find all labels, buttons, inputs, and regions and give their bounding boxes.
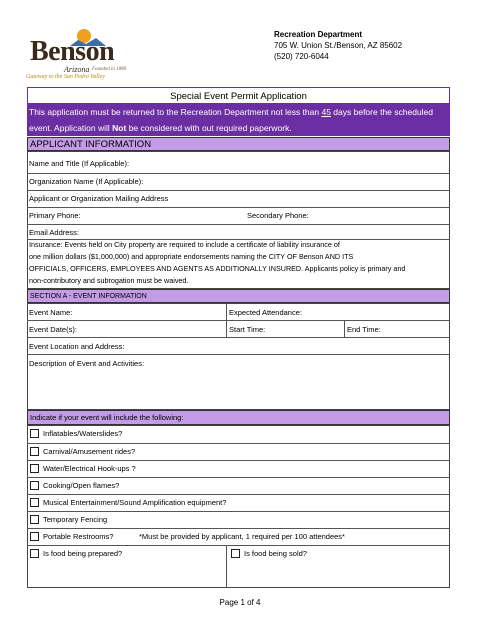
hookups-checkbox[interactable]	[30, 464, 39, 473]
event-name-field[interactable]: Event Name:	[29, 308, 73, 317]
organization-name-field[interactable]: Organization Name (If Applicable):	[29, 177, 144, 186]
restrooms-checkbox[interactable]	[30, 532, 39, 541]
food-prepared-checkbox[interactable]	[30, 549, 39, 558]
page-number: Page 1 of 4	[219, 598, 261, 607]
hookups-label: Water/Electrical Hook-ups ?	[43, 464, 136, 473]
notice-text-1: This application must be returned to the Recreation Department not less than	[29, 107, 322, 117]
notice-text-4: be considered with out required paperwork.	[126, 123, 292, 133]
secondary-phone-field[interactable]: Secondary Phone:	[247, 211, 309, 220]
insurance-line: non-contributory and subrogation must be waived.	[29, 276, 189, 285]
music-checkbox[interactable]	[30, 498, 39, 507]
expected-attendance-field[interactable]: Expected Attendance:	[229, 308, 302, 317]
section-a-header: SECTION A - EVENT INFORMATION	[27, 289, 450, 303]
inflatables-label: Inflatables/Waterslides?	[43, 429, 123, 438]
submission-notice	[27, 104, 450, 136]
cooking-checkbox[interactable]	[30, 481, 39, 490]
logo-state: Arizona	[64, 65, 90, 74]
insurance-line: Insurance: Events held on City property are required to include a certificate of liability insurance of	[29, 240, 340, 249]
carnival-label: Carnival/Amusement rides?	[43, 447, 136, 456]
food-sold-label: Is food being sold?	[244, 549, 307, 558]
applicant-information-header: APPLICANT INFORMATION	[27, 137, 450, 151]
phone-number: (520) 720-6044	[274, 52, 329, 61]
primary-phone-field[interactable]: Primary Phone:	[29, 211, 81, 220]
carnival-checkbox[interactable]	[30, 447, 39, 456]
mailing-address-field[interactable]: Applicant or Organization Mailing Address	[29, 194, 169, 203]
cooking-label: Cooking/Open flames?	[43, 481, 120, 490]
street-address: 705 W. Union St./Benson, AZ 85602	[274, 41, 403, 50]
notice-not: Not	[112, 123, 127, 133]
insurance-notice	[27, 239, 450, 287]
music-label: Musical Entertainment/Sound Amplification equipment?	[43, 498, 227, 507]
logo-tagline: Gateway to the San Pedro Valley	[26, 74, 105, 80]
event-location-field[interactable]: Event Location and Address:	[29, 342, 125, 351]
food-sold-checkbox[interactable]	[231, 549, 240, 558]
notice-text-3: event. Application will	[29, 123, 113, 133]
event-description-field[interactable]: Description of Event and Activities:	[29, 359, 145, 368]
inflatables-checkbox[interactable]	[30, 429, 39, 438]
event-dates-field[interactable]: Event Date(s):	[29, 325, 77, 334]
fencing-checkbox[interactable]	[30, 515, 39, 524]
notice-days: 45	[321, 107, 331, 117]
email-field[interactable]: Email Address:	[29, 228, 80, 237]
fencing-label: Temporary Fencing	[43, 515, 108, 524]
start-time-field[interactable]: Start Time:	[229, 325, 266, 334]
benson-logo	[26, 24, 134, 84]
form-title: Special Event Permit Application	[27, 87, 450, 104]
insurance-line: one million dollars ($1,000,000) and appropriate endorsements naming the CITY OF Benson AND ITS	[29, 252, 354, 261]
department-name: Recreation Department	[274, 30, 363, 39]
logo-founded: Founded in 1880	[92, 67, 127, 72]
food-prepared-label: Is food being prepared?	[43, 549, 123, 558]
name-title-field[interactable]: Name and Title (If Applicable):	[29, 159, 130, 168]
end-time-field[interactable]: End Time:	[347, 325, 381, 334]
checklist-header: Indicate if your event will include the following:	[27, 410, 450, 425]
restrooms-label: Portable Restrooms?	[43, 532, 114, 541]
notice-text-2: days before the scheduled	[330, 107, 434, 117]
logo-name: Benson	[30, 36, 115, 67]
department-address	[274, 29, 402, 62]
insurance-line: OFFICIALS, OFFICERS, EMPLOYEES AND AGENTS AS ADDITIONALLY INSURED. Applicants policy is primary and	[29, 264, 406, 273]
restrooms-note: *Must be provided by applicant, 1 required per 100 attendees*	[139, 532, 345, 541]
